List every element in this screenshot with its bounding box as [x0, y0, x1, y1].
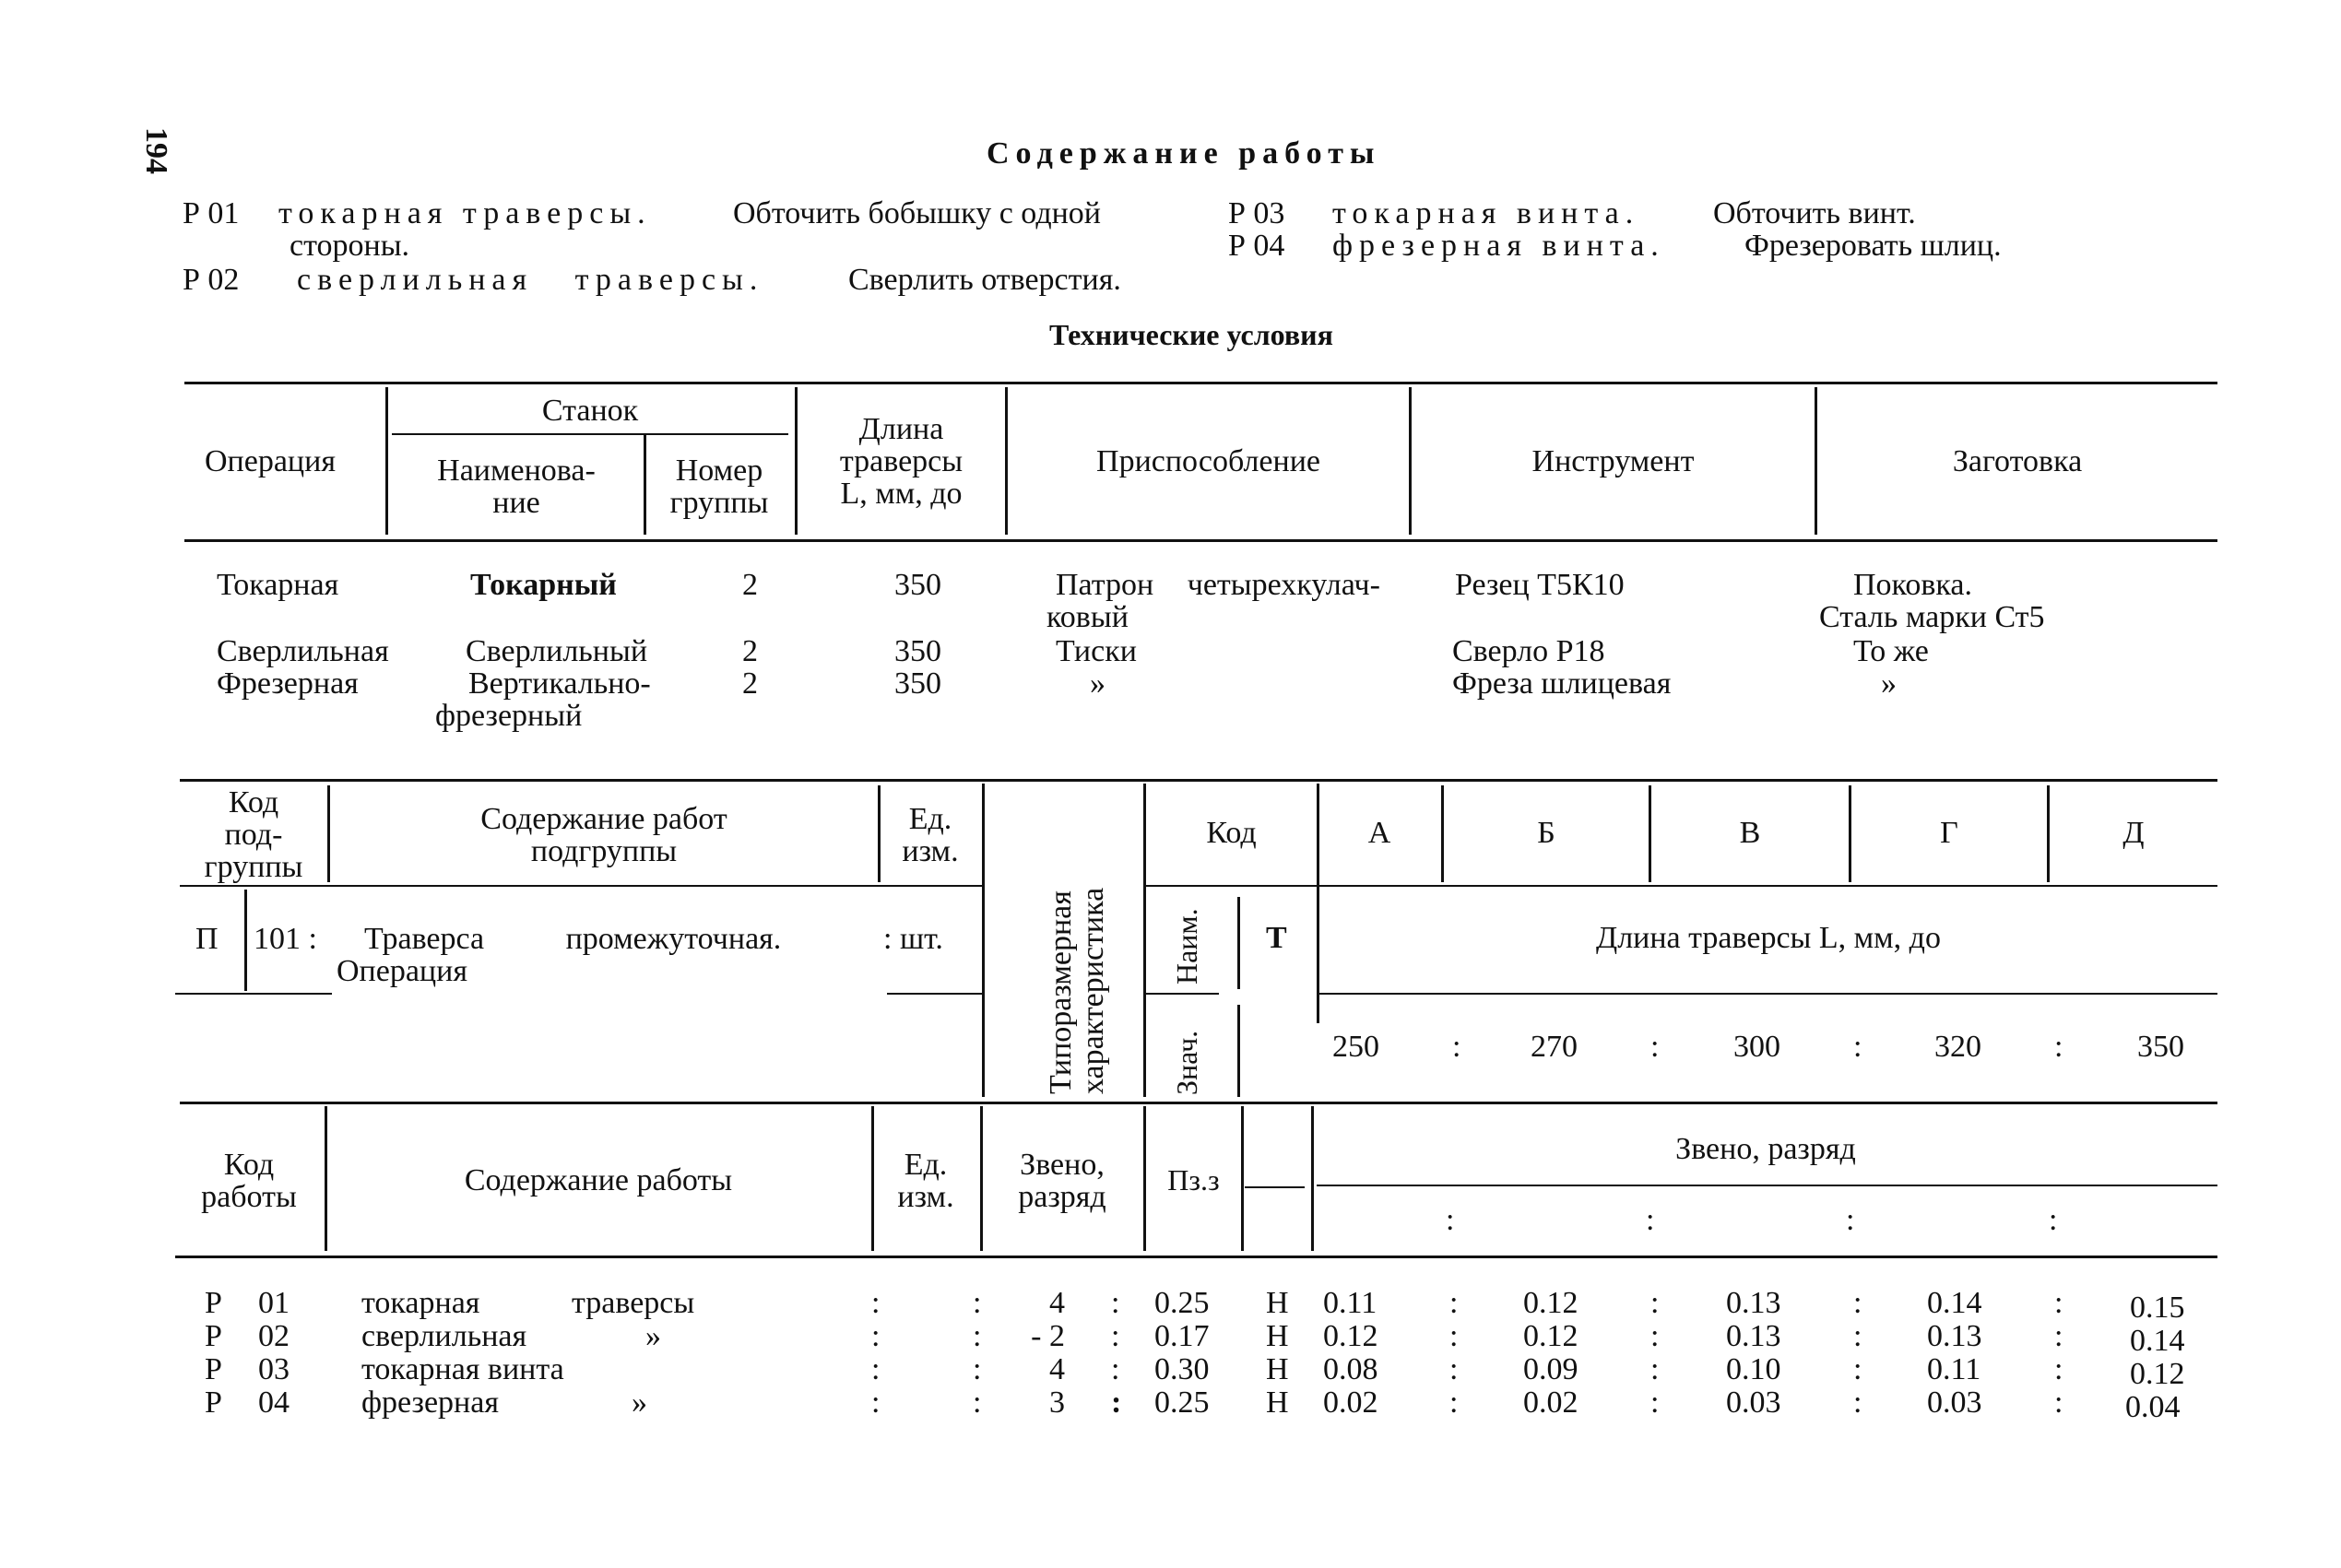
row-val-b: 0.02 [1523, 1385, 1578, 1420]
row-name: токарная винта [361, 1352, 564, 1386]
work-th-link-1: Звено, [1020, 1148, 1105, 1182]
row-val-v: 0.13 [1726, 1319, 1781, 1353]
work-item-op: токарная винта. [1332, 196, 1640, 230]
norm-th-unit-1: Ед. [908, 802, 952, 836]
tech-title: Технические условия [1049, 318, 1333, 351]
tech-row-length: 350 [894, 568, 941, 602]
norm-th-col-g: Г [1940, 816, 1958, 850]
norm-th-subgroup-2: под- [224, 818, 283, 852]
th-length-3: L, мм, до [840, 477, 963, 511]
norm-name-label: Наим. [1170, 908, 1203, 984]
row-name-2: » [645, 1319, 661, 1353]
work-item-code: Р 03 [1228, 196, 1285, 230]
norm-length-label: Длина траверсы L, мм, до [1596, 921, 1941, 955]
tech-row-fixture-cont: ковый [1046, 600, 1129, 634]
norm-th-col-d: Д [2122, 816, 2145, 850]
work-th-code-1: Код [223, 1148, 275, 1182]
row-link: 4 [1049, 1286, 1065, 1320]
row-h: Н [1266, 1286, 1289, 1320]
row-code: Р [205, 1319, 222, 1353]
norm-th-typesize-2: характеристика [1076, 887, 1110, 1094]
row-val-v: 0.03 [1726, 1385, 1781, 1420]
work-item-text: Обточить винт. [1713, 196, 1916, 230]
th-tool: Инструмент [1531, 444, 1695, 478]
row-name-2: траверсы [572, 1286, 695, 1320]
length-value-d: 350 [2137, 1030, 2184, 1064]
tech-row-machine: Сверлильный [466, 634, 648, 668]
work-item-cont: стороны. [290, 229, 410, 263]
work-th-unit-2: изм. [897, 1180, 954, 1214]
norm-value-label: Знач. [1170, 1030, 1203, 1095]
row-val-b: 0.12 [1523, 1286, 1578, 1320]
row-name: фрезерная [361, 1385, 499, 1420]
subgroup-number: 101 : [254, 922, 317, 956]
th-blank: Заготовка [1952, 444, 2083, 478]
row-val-v: 0.10 [1726, 1352, 1781, 1386]
row-pz: 0.30 [1154, 1352, 1210, 1386]
tech-row-group: 2 [742, 634, 758, 668]
tech-row-tool: Сверло Р18 [1452, 634, 1605, 668]
row-val-d: 0.12 [2130, 1357, 2185, 1391]
work-item-op: фрезерная винта. [1332, 229, 1665, 263]
length-value-a: 250 [1332, 1030, 1379, 1064]
row-pz: 0.25 [1154, 1385, 1210, 1420]
norm-th-code: Код [1206, 816, 1257, 850]
length-value-v: 300 [1733, 1030, 1780, 1064]
work-th-unit-1: Ед. [904, 1148, 948, 1182]
work-item-text: Обточить бобышку с одной [733, 196, 1102, 230]
work-th-pz: Пз.з [1167, 1163, 1220, 1197]
work-th-content: Содержание работы [464, 1163, 733, 1197]
norm-th-col-a: А [1367, 816, 1391, 850]
tech-row-tool: Резец Т5К10 [1455, 568, 1625, 602]
row-val-b: 0.12 [1523, 1319, 1578, 1353]
tech-row-length: 350 [894, 634, 941, 668]
tech-row-group: 2 [742, 666, 758, 701]
norm-th-unit-2: изм. [902, 834, 959, 868]
work-item-text: Сверлить отверстия. [848, 263, 1121, 297]
row-val-v: 0.13 [1726, 1286, 1781, 1320]
row-val-b: 0.09 [1523, 1352, 1578, 1386]
row-name-2: » [632, 1385, 647, 1420]
norm-th-typesize-1: Типоразмерная [1044, 890, 1078, 1094]
th-length-1: Длина [858, 412, 944, 446]
row-val-a: 0.11 [1323, 1286, 1377, 1320]
tech-row-blank: То же [1853, 634, 1929, 668]
row-val-g: 0.13 [1927, 1319, 1982, 1353]
norm-th-content-1: Содержание работ [480, 802, 727, 836]
tech-row-machine-cont: фрезерный [435, 699, 583, 733]
row-name: токарная [361, 1286, 480, 1320]
tech-row-blank-cont: Сталь марки Ст5 [1819, 600, 2045, 634]
row-h: Н [1266, 1319, 1289, 1353]
norm-th-subgroup-1: Код [228, 785, 279, 819]
row-val-a: 0.02 [1323, 1385, 1378, 1420]
row-h: Н [1266, 1385, 1289, 1420]
row-val-g: 0.14 [1927, 1286, 1982, 1320]
row-val-d: 0.15 [2130, 1291, 2185, 1325]
tech-row-machine: Токарный [470, 568, 617, 602]
th-machine-name-1: Наименова- [437, 454, 596, 488]
norm-th-subgroup-3: группы [204, 850, 303, 884]
th-machine: Станок [541, 394, 639, 428]
work-item-op: сверлильная траверсы. [297, 263, 764, 297]
tech-row-group: 2 [742, 568, 758, 602]
work-th-link-2: разряд [1018, 1180, 1106, 1214]
row-val-a: 0.12 [1323, 1319, 1378, 1353]
tech-row-fixture: Патрон четырехкулач- [1056, 568, 1380, 602]
row-val-g: 0.03 [1927, 1385, 1982, 1420]
row-name: сверлильная [361, 1319, 527, 1353]
th-group-1: Номер [675, 454, 763, 488]
work-item-code: Р 04 [1228, 229, 1285, 263]
subgroup-content: Траверса промежуточная. [364, 922, 782, 956]
row-link: 4 [1049, 1352, 1065, 1386]
section-title: Содержание работы [987, 136, 1381, 171]
th-fixture: Приспособление [1096, 444, 1320, 478]
subgroup-content-cont: Операция [337, 954, 467, 988]
th-operation: Операция [205, 444, 336, 478]
work-th-code-2: работы [201, 1180, 297, 1214]
norm-t-label: Т [1266, 921, 1287, 955]
row-code: Р [205, 1286, 222, 1320]
row-code: Р [205, 1385, 222, 1420]
th-length-2: траверсы [839, 444, 964, 478]
length-value-b: 270 [1531, 1030, 1578, 1064]
length-value-g: 320 [1934, 1030, 1981, 1064]
norm-th-col-b: Б [1537, 816, 1555, 850]
row-val-d: 0.14 [2130, 1324, 2185, 1358]
work-item-text: Фрезеровать шлиц. [1744, 229, 2002, 263]
norm-th-col-v: В [1739, 816, 1761, 850]
work-th-link-rank: Звено, разряд [1675, 1132, 1856, 1166]
subgroup-letter: П [195, 922, 219, 956]
row-pz: 0.17 [1154, 1319, 1210, 1353]
tech-row-length: 350 [894, 666, 941, 701]
row-h: Н [1266, 1352, 1289, 1386]
page-number: 194 [139, 127, 173, 174]
row-num: 03 [258, 1352, 290, 1386]
subgroup-unit: : шт. [883, 922, 943, 956]
norm-th-content-2: подгруппы [530, 834, 678, 868]
tech-row-fixture: Тиски [1056, 634, 1137, 668]
tech-row-blank: Поковка. [1853, 568, 1972, 602]
row-num: 01 [258, 1286, 290, 1320]
th-machine-name-2: ние [492, 486, 540, 520]
row-pz: 0.25 [1154, 1286, 1210, 1320]
row-val-g: 0.11 [1927, 1352, 1981, 1386]
tech-row-machine: Вертикально- [468, 666, 651, 701]
row-num: 02 [258, 1319, 290, 1353]
row-num: 04 [258, 1385, 290, 1420]
row-val-d: 0.04 [2125, 1390, 2181, 1424]
th-group-2: группы [669, 486, 769, 520]
work-item-code: Р 02 [183, 263, 240, 297]
row-link: - 2 [1031, 1319, 1065, 1353]
row-code: Р [205, 1352, 222, 1386]
tech-row-operation: Фрезерная [217, 666, 359, 701]
tech-row-tool: Фреза шлицевая [1452, 666, 1672, 701]
tech-row-operation: Сверлильная [217, 634, 389, 668]
tech-row-fixture: » [1090, 666, 1105, 701]
row-val-a: 0.08 [1323, 1352, 1378, 1386]
work-item-op: токарная траверсы. [278, 196, 652, 230]
row-link: 3 [1049, 1385, 1065, 1420]
tech-row-blank: » [1881, 666, 1897, 701]
work-item-code: Р 01 [183, 196, 240, 230]
tech-row-operation: Токарная [217, 568, 339, 602]
